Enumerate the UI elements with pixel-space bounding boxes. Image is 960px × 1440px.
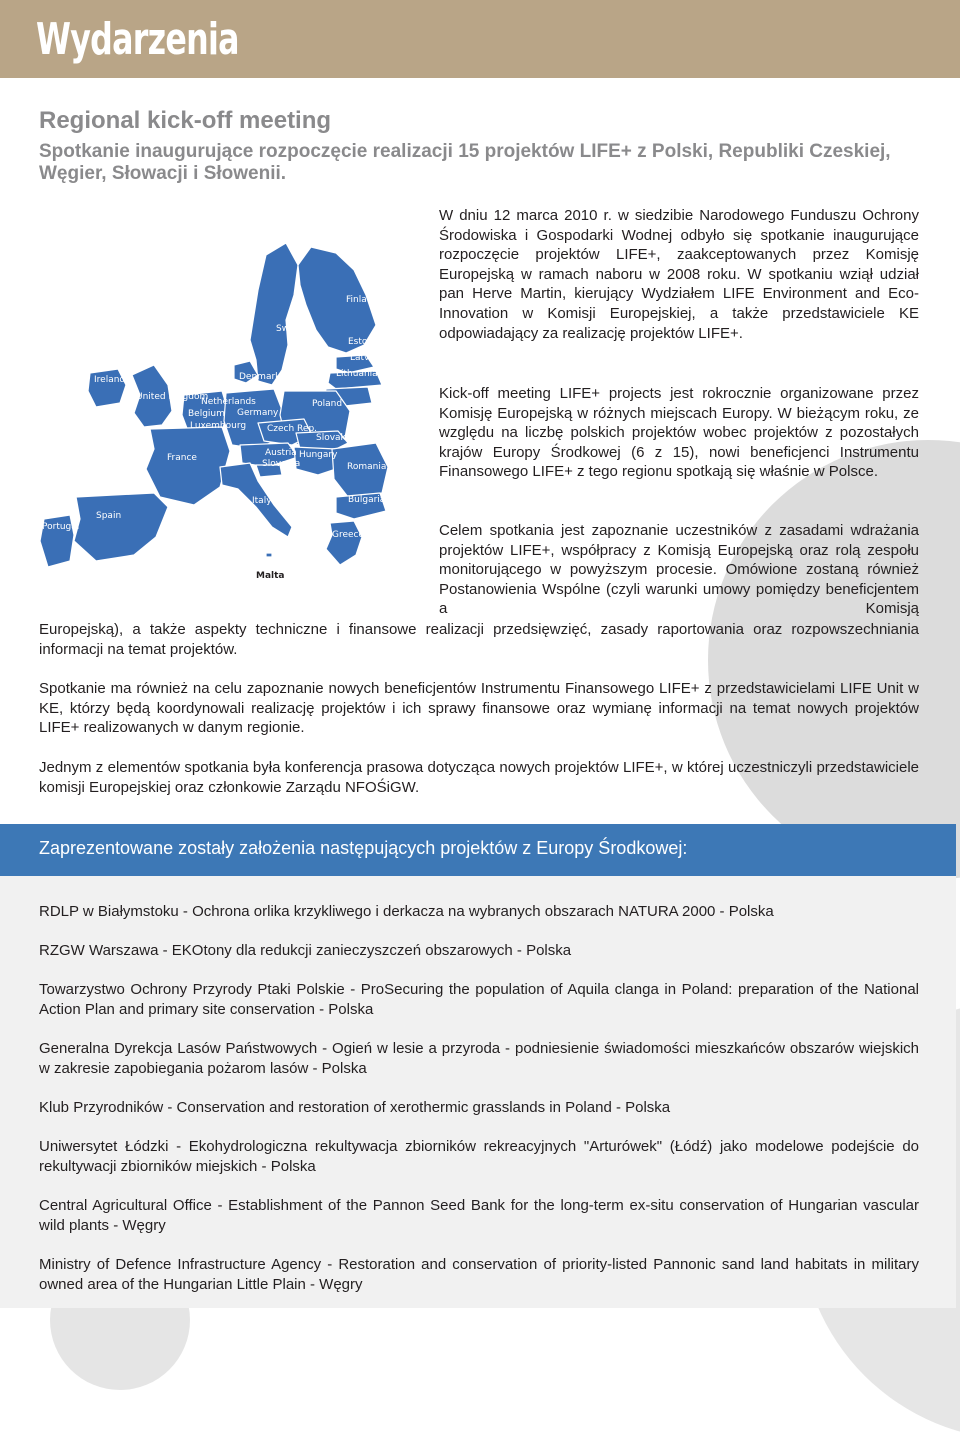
map-label: Ireland (94, 375, 126, 385)
project-item: Klub Przyrodników - Conservation and restoration of xerothermic grasslands in Poland - Polska (39, 1099, 671, 1116)
map-label: Portugal (42, 522, 80, 532)
project-item: Generalna Dyrekcja Lasów Państwowych - Ogień w lesie a przyroda - podniesienie świadomości mieszkańców obszarów wiejskich w zakresie zapobiegania pożarom lasów - Polska (39, 1040, 919, 1077)
project-item: Central Agricultural Office - Establishment of the Pannon Seed Bank for the long-term ex-situ conservation of Hungarian vascular wild plants - Węgry (39, 1197, 919, 1234)
map-label: Latvia (350, 353, 378, 363)
projects-heading-band (0, 824, 956, 876)
map-label: Belgium (188, 409, 225, 419)
paragraph-continuation: Europejską), a także aspekty techniczne i finansowe realizacji przedsięwzięć, zasady raportowania oraz rozpowszechniania informacji na temat projektów. (39, 621, 919, 658)
map-label: Hungary (299, 450, 338, 460)
article-subtitle: Spotkanie inaugurujące rozpoczęcie realizacji 15 projektów LIFE+ z Polski, Republiki Czeskiej, Węgier, Słowacji i Słowenii. (39, 141, 891, 184)
sweden-shape (250, 243, 298, 385)
map-label: Denmark (239, 372, 281, 382)
map-label: Italy (252, 496, 272, 506)
map-label: Sweden (276, 324, 312, 334)
map-label: Bulgaria (348, 495, 386, 505)
map-label: Germany (237, 408, 279, 418)
article-title: Regional kick-off meeting (39, 107, 332, 134)
spain-shape (74, 493, 168, 561)
section-title: Wydarzenia (36, 14, 239, 65)
map-label: France (167, 453, 197, 463)
map-label: Malta (256, 571, 285, 581)
paragraph: Kick-off meeting LIFE+ projects jest rokrocznie organizowane przez Komisję Europejską w różnych miejscach Europy. W bieżącym roku, ze względu na liczbę polskich projektów wobec projektów z pozostałych krajów Europy Środkowej (6 z 15), nowi beneficjenci Instrumentu Finansowego LIFE+ z tego regionu spotkają się właśnie w Polsce. (439, 385, 919, 481)
map-label: Czech Rep. (267, 424, 318, 434)
project-item: RZGW Warszawa - EKOtony dla redukcji zanieczyszczeń obszarowych - Polska (39, 942, 572, 959)
decorative-circle (708, 440, 960, 880)
map-label: Finland (346, 295, 379, 305)
map-label: Slovakia (316, 433, 354, 443)
header-banner (0, 0, 960, 78)
intro-paragraph: W dniu 12 marca 2010 r. w siedzibie Narodowego Funduszu Ochrony Środowiska i Gospodarki Wodnej odbyło się spotkanie inaugurujące rozpoczęcie projektów LIFE+, zaakceptowanych przez Komisję Europejską w ramach naboru w 2008 roku. W spotkaniu wziął udział pan Herve Martin, kierujący Wydziałem LIFE Environment and Eco-Innovation w Komisji Europejskiej, a także przedstawiciele KE odpowiadający za realizację projektów LIFE+. (439, 207, 919, 342)
map-label: Lithuania (336, 369, 378, 379)
malta-shape (266, 553, 272, 557)
greece-shape (326, 521, 365, 565)
map-label: Poland (312, 399, 343, 409)
map-label: Spain (96, 511, 122, 521)
map-label: United Kingdom (136, 392, 209, 402)
project-item: Uniwersytet Łódzki - Ekohydrologiczna rekultywacja zbiorników rekreacyjnych "Arturówek" (Łódź) jako modelowe podejście do rekultywacji zbiorników miejskich - Polska (39, 1138, 919, 1175)
map-label: Netherlands (201, 397, 256, 407)
projects-heading: Zaprezentowane zostały założenia następujących projektów z Europy Środkowej: (39, 838, 688, 858)
paragraph: Spotkanie ma również na celu zapoznanie nowych beneficjentów Instrumentu Finansowego LIFE+ z przedstawicielami LIFE Unit w KE, którzy będą koordynowali realizację projektów i ich sprawy finansowe oraz wymianę informacji na temat nowych projektów LIFE+ realizowanych w danym regionie. (39, 680, 919, 737)
project-item: RDLP w Białymstoku - Ochrona orlika krzykliwego i derkacza na wybranych obszarach NATURA 2000 - Polska (39, 903, 774, 920)
paragraph: Celem spotkania jest zapoznanie uczestników z zasadami wdrażania projektów LIFE+, współpracy z Komisją Europejską oraz rolą zespołu monitorującego w powyższym procesie. Omówione zostaną również Postanowienia Wspólne (czyli warunki umowy pomiędzy beneficjentem a Komisją (439, 522, 919, 618)
france-shape (146, 427, 230, 505)
map-label: Greece (332, 530, 365, 540)
eu-map (36, 235, 426, 585)
map-label: Romania (347, 462, 387, 472)
map-label: Slovenia (262, 459, 301, 469)
map-label: Estonia (348, 337, 382, 347)
project-item: Ministry of Defence Infrastructure Agency - Restoration and conservation of priority-listed Pannonic sand land habitats in military owned area of the Hungarian Little Plain - Węgry (39, 1256, 919, 1293)
project-item: Towarzystwo Ochrony Przyrody Ptaki Polskie - ProSecuring the population of Aquila clanga in Poland: preparation of the National Action Plan and primary site conservation - Polska (39, 981, 919, 1018)
map-label: Austria (265, 448, 297, 458)
map-label: Luxembourg (190, 421, 247, 431)
paragraph: Jednym z elementów spotkania była konferencja prasowa dotycząca nowych projektów LIFE+, w której uczestniczyli przedstawiciele komisji Europejskiej oraz członkowie Zarządu NFOŚiGW. (39, 759, 919, 796)
